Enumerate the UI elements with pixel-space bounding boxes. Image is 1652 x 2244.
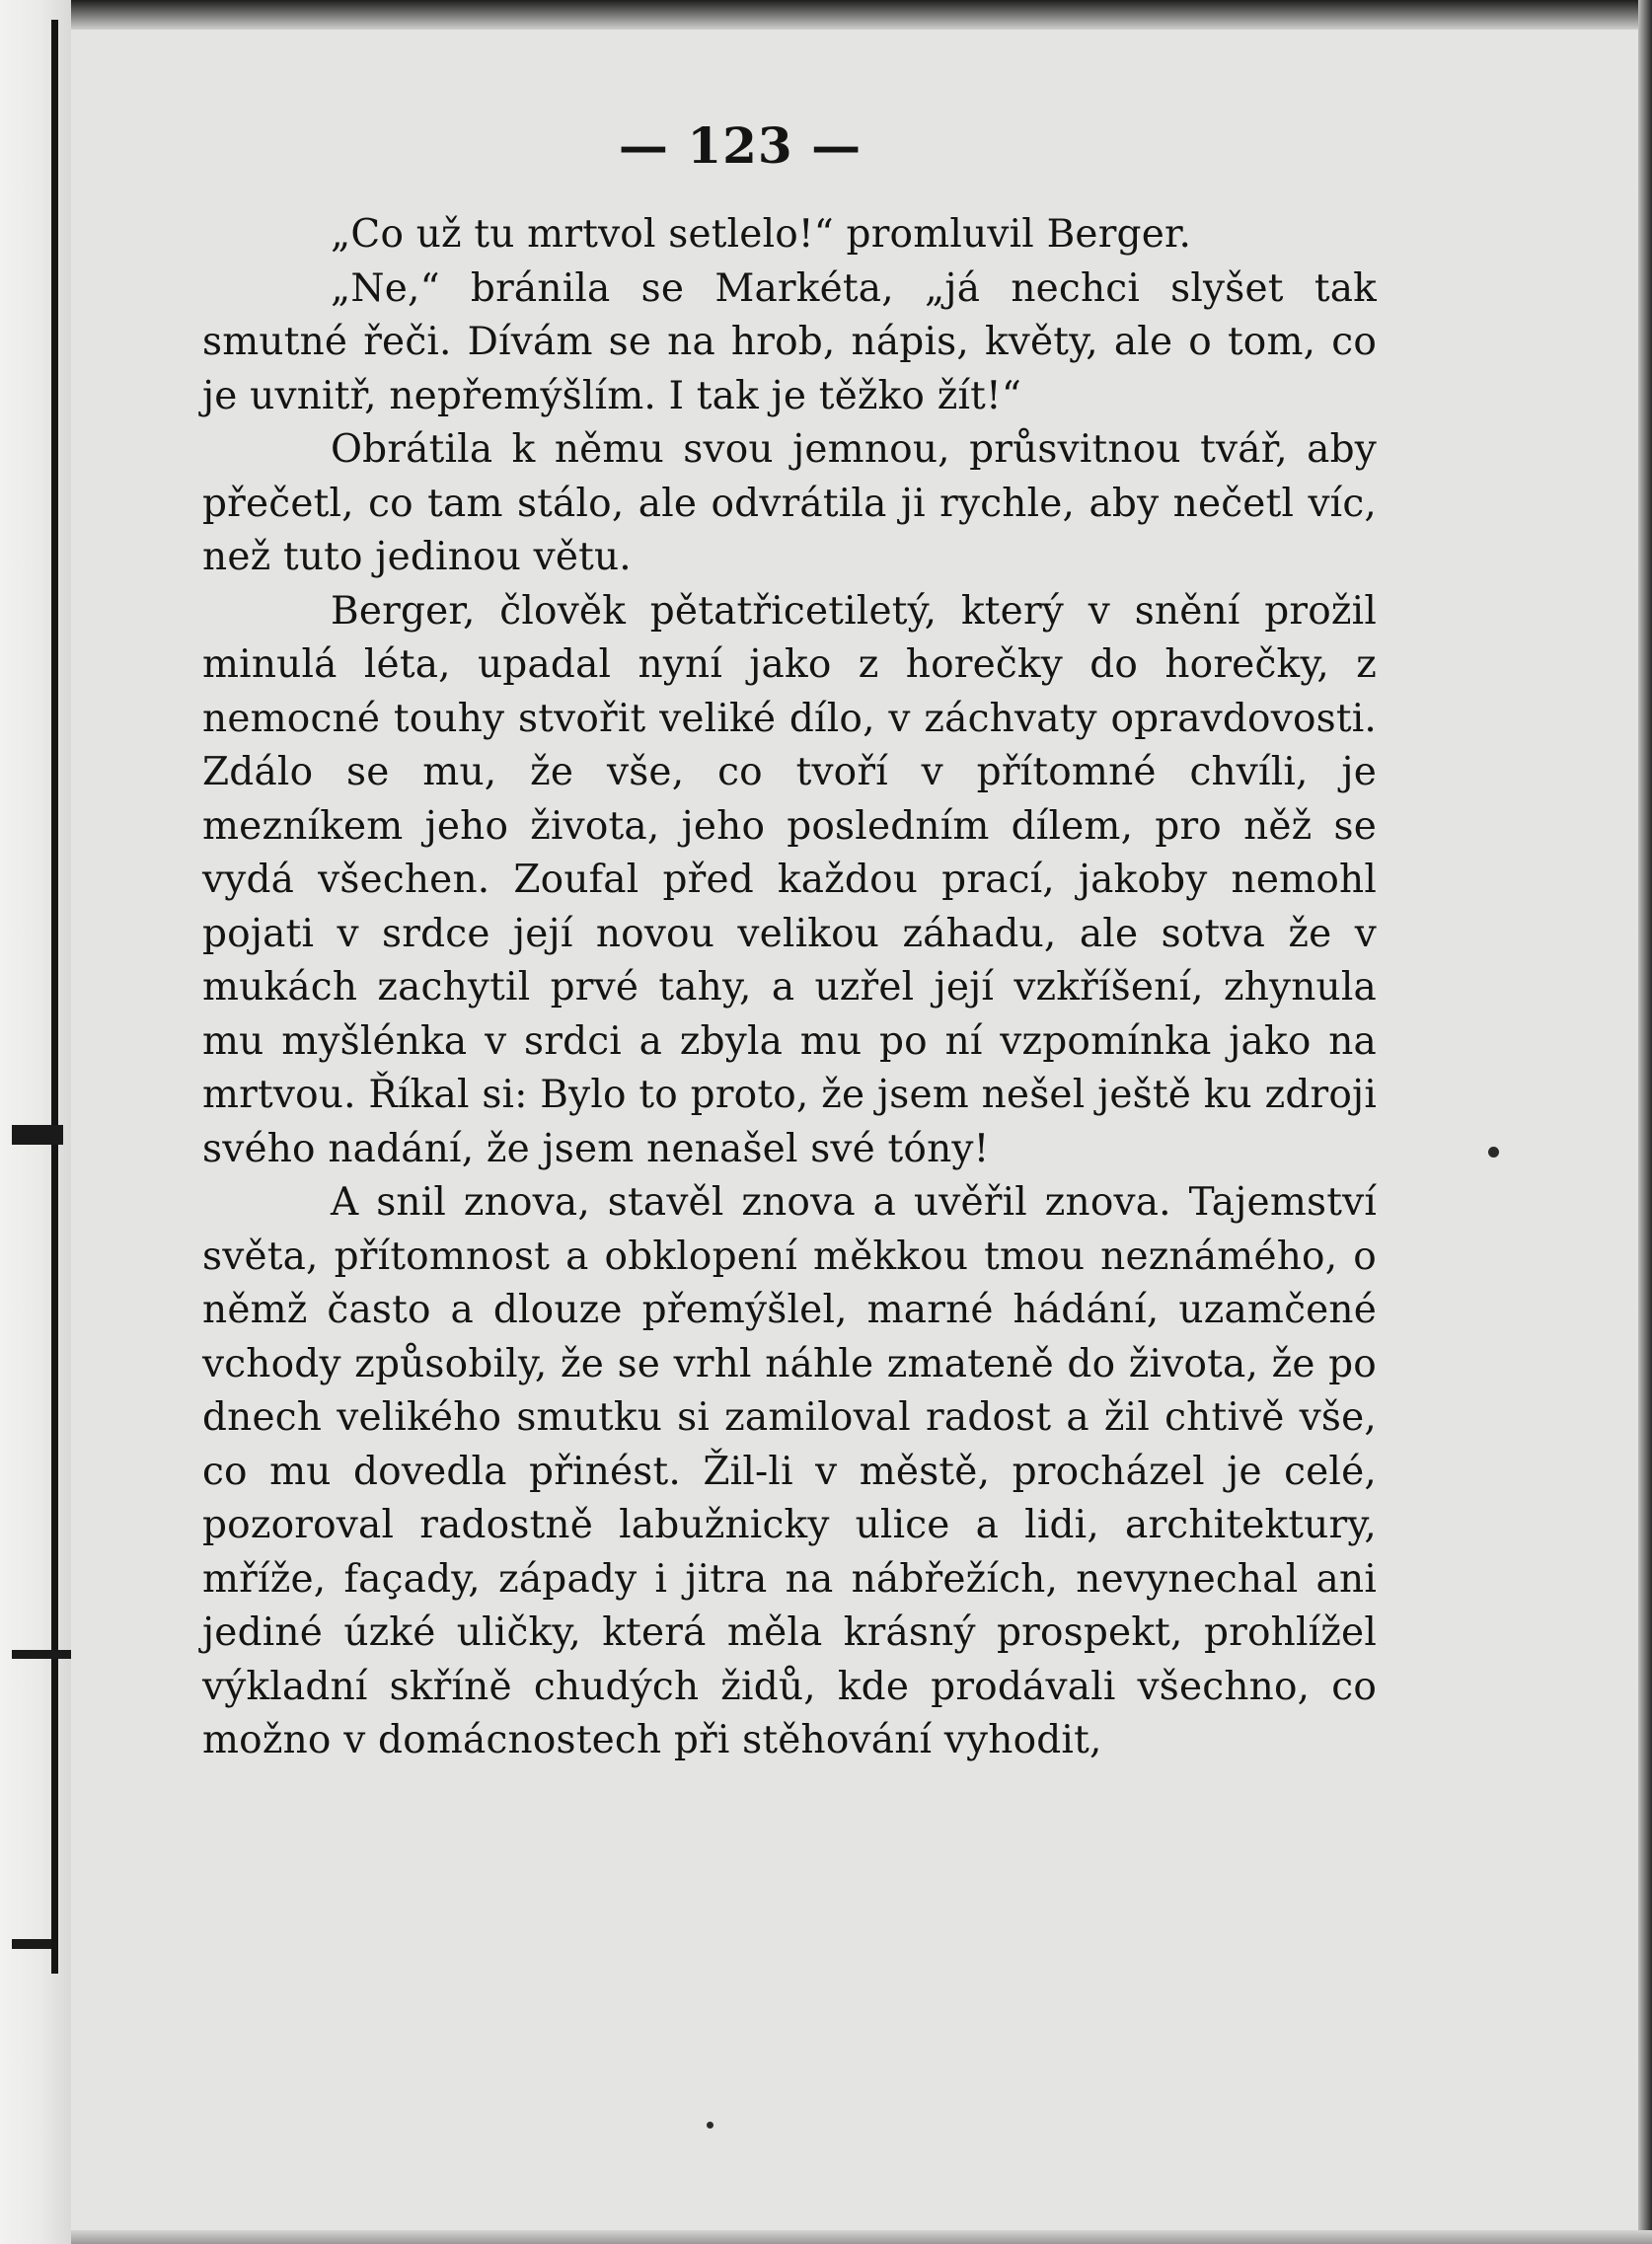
paragraph: „Ne,“ bránila se Markéta, „já nechci slyšet tak smutné řeči. Dívám se na hrob, nápis, květy, ale o tom, co je uvnitř, nepřemýšlím. I tak je těžko žít!“	[202, 265, 1377, 418]
spine-line	[51, 20, 58, 1974]
book-spine	[0, 0, 71, 2244]
page-number: — 123 —	[618, 116, 863, 175]
spine-mark	[12, 1125, 63, 1145]
paragraph: A snil znova, stavěl znova a uvěřil znova. Tajemství světa, přítomnost a obklopení měkkou tmou neznámého, o němž často a dlouze přemýšlel, marné hádání, uzamčené vchody způsobily, že se vrhl náhle zmateně do života, že po dnech velikého smutku si zamiloval radost a žil chtivě vše, co mu dovedla přinést. Žil-li v městě, procházel je celé, pozoroval radostně labužnicky ulice a lidi, architektury, mříže, façady, západy i jitra na nábřežích, nevynechal ani jediné úzké uličky, která měla krásný prospekt, prohlížel výkladní skříně chudých židů, kde prodávali všechno, co možno v domácnostech při stěhování vyhodit,	[202, 1180, 1377, 1762]
spine-mark	[12, 1939, 51, 1949]
paragraph: „Co už tu mrtvol setlelo!“ promluvil Berger.	[331, 212, 1192, 257]
ink-speck	[1488, 1147, 1499, 1158]
paragraph: Berger, člověk pětatřicetiletý, který v snění prožil minulá léta, upadal nyní jako z horečky do horečky, z nemocné touhy stvořit veliké dílo, v záchvaty opravdovosti. Zdálo se mu, že vše, co tvoří v přítomné chvíli, je mezníkem jeho života, jeho posledním dílem, pro něž se vydá všechen. Zoufal před každou prací, jakoby nemohl pojati v srdce její novou velikou záhadu, ale sotva že v mukách zachytil prvé tahy, a uzřel její vzkříšení, zhynula mu myšlénka v srdci a zbyla mu po ní vzpomínka jako na mrtvou. Říkal si: Bylo to proto, že jsem nešel ještě ku zdroji svého nadání, že jsem nenašel své tóny!	[202, 588, 1377, 1171]
page-body	[202, 116, 1377, 1768]
scan-edge-right	[1638, 0, 1652, 2244]
scan-edge-top	[0, 0, 1652, 30]
ink-speck	[707, 2122, 713, 2129]
spine-mark	[12, 1650, 71, 1659]
paragraph: Obrátila k němu svou jemnou, průsvitnou tvář, aby přečetl, co tam stálo, ale odvrátila ji rychle, aby nečetl víc, než tuto jedinou větu.	[202, 427, 1377, 579]
scan-edge-bottom	[0, 2230, 1652, 2244]
